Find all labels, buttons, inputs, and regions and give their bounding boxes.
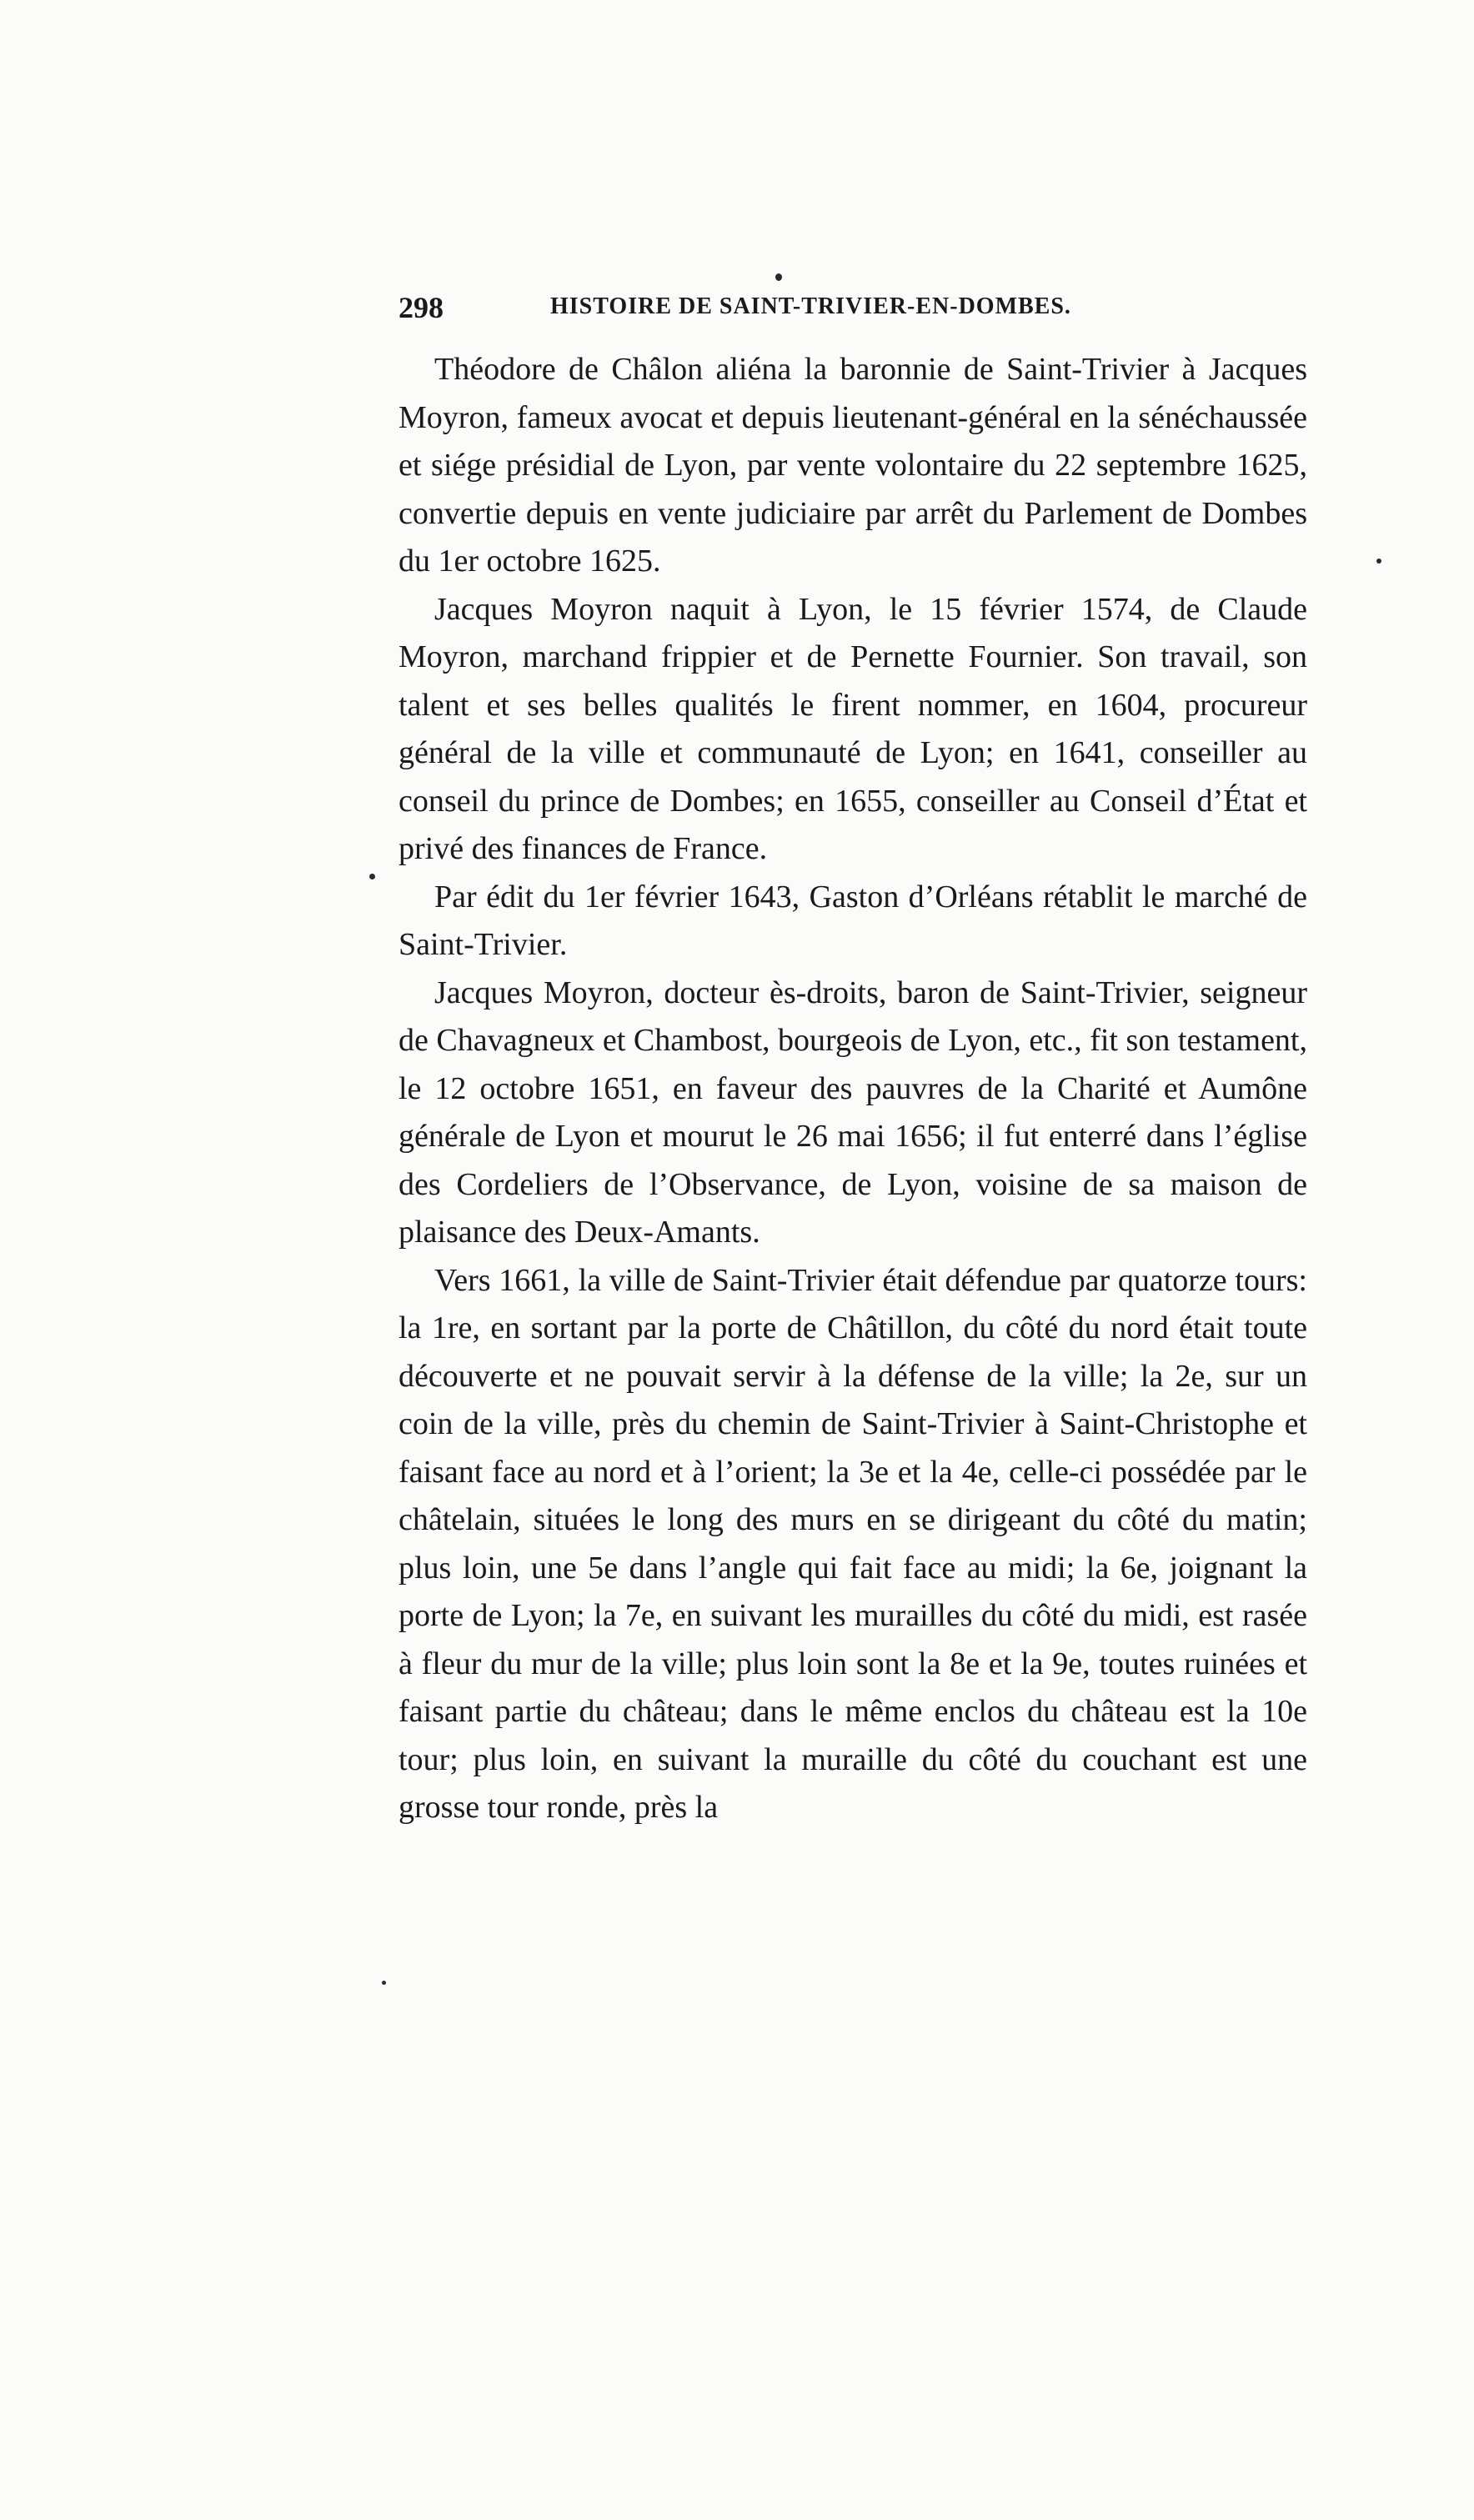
ink-speck <box>382 1981 386 1985</box>
paragraph: Théodore de Châlon aliéna la baronnie de Saint-Trivier à Jacques Moyron, fameux avocat et depuis lieutenant-général en la sénéchaussée et siége présidial de Lyon, par vente volontaire du 22 septembre 1625, convertie depuis en vente judiciaire par arrêt du Parlement de Dombes du 1er octobre 1625. <box>399 352 1307 579</box>
ink-speck <box>775 273 782 281</box>
paragraph: Vers 1661, la ville de Saint-Trivier était défendue par quatorze tours: la 1re, en sortant par la porte de Châtillon, du côté du nord était toute découverte et ne pouvait servir à la défense de la ville; la 2e, sur un coin de la ville, près du chemin de Saint-Trivier à Saint-Christophe et faisant face au nord et à l’orient; la 3e et la 4e, celle-ci possédée par le châtelain, situées le long des murs en se dirigeant du côté du matin; plus loin, une 5e dans l’angle qui fait face au midi; la 6e, joignant la porte de Lyon; la 7e, en suivant les murailles du côté du midi, est rasée à fleur du mur de la ville; plus loin sont la 8e et la 9e, toutes ruinées et faisant partie du château; dans le même enclos du château est la 10e tour; plus loin, en suivant la muraille du côté du couchant est une grosse tour ronde, près la <box>399 1262 1307 1825</box>
paragraph: Jacques Moyron, docteur ès-droits, baron de Saint-Trivier, seigneur de Chavagneux et Chambost, bourgeois de Lyon, etc., fit son testament, le 12 octobre 1651, en faveur des pauvres de la Charité et Aumône générale de Lyon et mourut le 26 mai 1656; il fut enterré dans l’église des Cordeliers de l’Observance, de Lyon, voisine de sa maison de plaisance des Deux-Amants. <box>399 974 1307 1250</box>
ink-speck <box>369 874 375 879</box>
body-text <box>399 346 1307 1832</box>
paragraph: Par édit du 1er février 1643, Gaston d’Orléans rétablit le marché de Saint-Trivier. <box>399 879 1307 962</box>
running-title: HISTOIRE DE SAINT-TRIVIER-EN-DOMBES. <box>550 293 1071 319</box>
page-header <box>399 290 1307 340</box>
page-number: 298 <box>399 291 444 324</box>
ink-speck <box>1376 559 1381 564</box>
paragraph: Jacques Moyron naquit à Lyon, le 15 février 1574, de Claude Moyron, marchand frippier et de Pernette Fournier. Son travail, son talent et ses belles qualités le firent nommer, en 1604, procureur général de la ville et communauté de Lyon; en 1641, conseiller au conseil du prince de Dombes; en 1655, conseiller au Conseil d’État et privé des finances de France. <box>399 591 1307 866</box>
